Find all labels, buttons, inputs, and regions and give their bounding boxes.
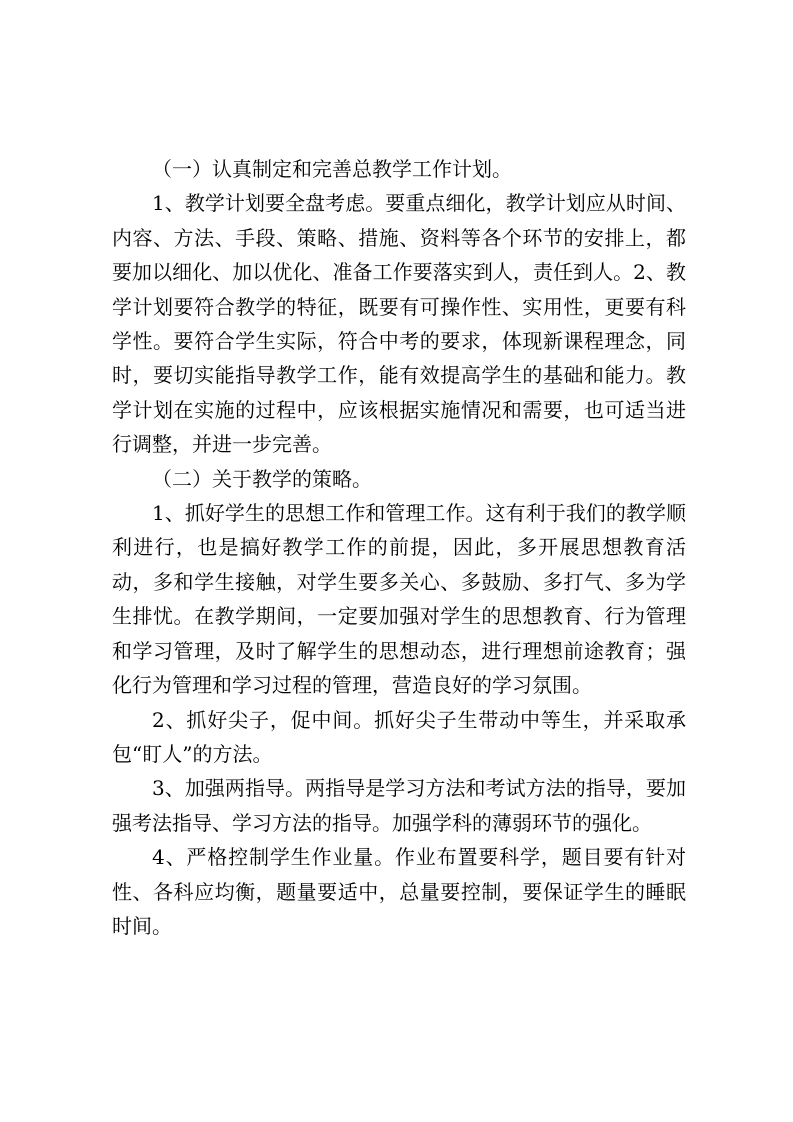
paragraph-two-guidance: 3、加强两指导。两指导是学习方法和考试方法的指导，要加强考法指导、学习方法的指导。加强学科的薄弱环节的强化。	[112, 776, 686, 835]
paragraph-teaching-plan: 1、教学计划要全盘考虑。要重点细化，教学计划应从时间、内容、方法、手段、策略、措施、资料等各个环节的安排上，都要加以细化、加以优化、准备工作要落实到人，责任到人。2、教学计划要符合教学的特征，既要有可操作性、实用性，更要有科学性。要符合学生实际，符合中考的要求，体现新课程理念，同时，要切实能指导教学工作，能有效提高学生的基础和能力。教学计划在实施的过程中，应该根据实施情况和需要，也可适当进行调整，并进一步完善。	[112, 191, 686, 457]
paragraph-student-management: 1、抓好学生的思想工作和管理工作。这有利于我们的教学顺利进行，也是搞好教学工作的前提，因此，多开展思想教育活动，多和学生接触，对学生要多关心、多鼓励、多打气、多为学生排忧。在教学期间，一定要加强对学生的思想教育、行为管理和学习管理，及时了解学生的思想动态，进行理想前途教育；强化行为管理和学习过程的管理，营造良好的学习氛围。	[112, 501, 686, 698]
section-heading-2: （二）关于教学的策略。	[152, 466, 372, 491]
paragraph-top-students: 2、抓好尖子，促中间。抓好尖子生带动中等生，并采取承包“盯人”的方法。	[112, 707, 686, 766]
document-body	[112, 152, 686, 943]
section-heading-1: （一）认真制定和完善总教学工作计划。	[152, 157, 512, 181]
paragraph-homework-control: 4、严格控制学生作业量。作业布置要科学，题目要有针对性、各科应均衡，题量要适中，总量要控制，要保证学生的睡眠时间。	[112, 845, 686, 938]
